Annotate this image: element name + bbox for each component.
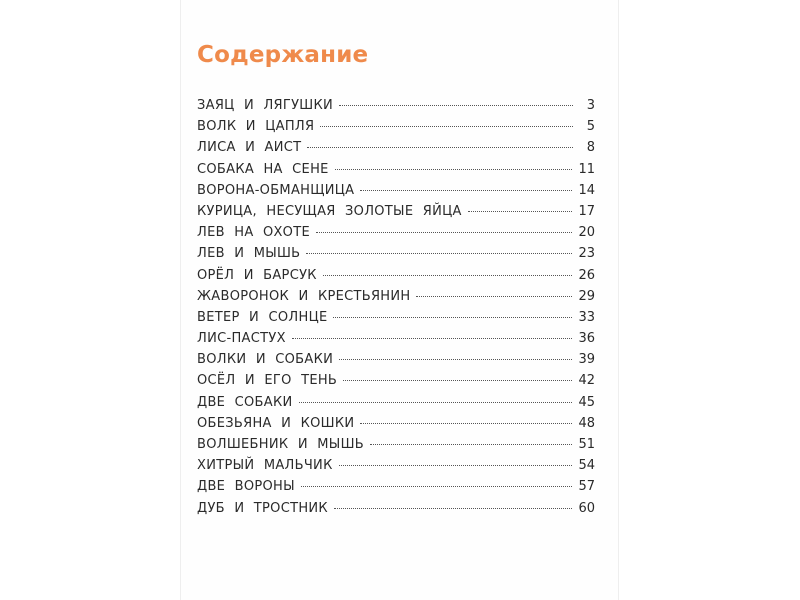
dot-leader [343, 380, 572, 381]
toc-entry [197, 373, 595, 394]
toc-entry-title: ЛИС-ПАСТУХ [197, 331, 286, 347]
book-page [181, 0, 618, 600]
toc-entry-title: ОБЕЗЬЯНА И КОШКИ [197, 415, 355, 431]
dot-leader [360, 423, 572, 424]
toc-entry [197, 246, 595, 267]
dot-leader [306, 253, 572, 254]
toc-entry [197, 140, 595, 161]
dot-leader [334, 508, 573, 509]
toc-entry-title: ОСЁЛ И ЕГО ТЕНЬ [197, 373, 338, 389]
toc-entry-page-number: 51 [578, 437, 595, 452]
dot-leader [370, 444, 572, 445]
dot-leader [360, 190, 572, 191]
dot-leader [468, 211, 573, 212]
toc-entry-page-number: 5 [586, 119, 595, 135]
toc-entry-title: ДВЕ СОБАКИ [197, 394, 293, 410]
toc-entry [197, 119, 595, 140]
toc-entry [197, 416, 595, 437]
toc-entry [197, 501, 595, 522]
toc-entry-page-number: 11 [578, 161, 595, 177]
toc-entry-page-number: 36 [578, 331, 595, 347]
toc-entry-page-number: 29 [578, 288, 595, 304]
dot-leader [335, 169, 573, 170]
toc-entry-page-number: 23 [578, 246, 595, 262]
toc-entry-title: ХИТРЫЙ МАЛЬЧИК [197, 458, 333, 474]
dot-leader [339, 105, 573, 106]
toc-entry-page-number: 3 [586, 98, 595, 113]
toc-entry-title: СОБАКА НА СЕНЕ [197, 161, 329, 177]
toc-entry-title: ВОРОНА-ОБМАНЩИЦА [197, 182, 355, 198]
toc-entry-title: ДУБ И ТРОСТНИК [197, 500, 328, 516]
toc-entry-title: ЛЕВ НА ОХОТЕ [197, 225, 310, 241]
toc-entry-title: КУРИЦА, НЕСУЩАЯ ЗОЛОТЫЕ ЯЙЦА [197, 203, 462, 219]
toc-entry [197, 331, 595, 352]
toc-entry-page-number: 14 [578, 182, 595, 198]
toc-entry-page-number: 57 [578, 479, 595, 495]
toc-entry-title: ВОЛШЕБНИК И МЫШЬ [197, 437, 364, 452]
toc-entry-title: ВЕТЕР И СОЛНЦЕ [197, 309, 328, 325]
toc-entry-page-number: 33 [578, 309, 595, 325]
dot-leader [333, 317, 572, 318]
dot-leader [307, 147, 573, 148]
toc-entry-title: ДВЕ ВОРОНЫ [197, 479, 295, 495]
toc-entry-page-number: 60 [578, 500, 595, 516]
toc-entry [197, 268, 595, 289]
toc-entry-title: ВОЛКИ И СОБАКИ [197, 352, 334, 368]
dot-leader [292, 338, 573, 339]
toc-entry [197, 458, 595, 479]
toc-entry-page-number: 45 [578, 394, 595, 410]
toc-entry-title: ЛЕВ И МЫШЬ [197, 246, 301, 262]
dot-leader [301, 486, 573, 487]
toc-entry [197, 204, 595, 225]
toc-entry-page-number: 20 [578, 225, 595, 241]
page-title: Содержание [197, 42, 369, 68]
dot-leader [339, 465, 573, 466]
toc-entry-title: ЛИСА И АИСТ [197, 140, 302, 156]
toc-entry [197, 162, 595, 183]
dot-leader [316, 232, 572, 233]
toc-entry [197, 395, 595, 416]
dot-leader [299, 402, 573, 403]
toc-entry [197, 437, 595, 458]
toc-entry-title: ОРЁЛ И БАРСУК [197, 267, 317, 283]
toc-entry [197, 289, 595, 310]
toc-entry [197, 479, 595, 500]
dot-leader [339, 359, 572, 360]
toc-entry-page-number: 8 [586, 140, 595, 156]
table-of-contents [197, 98, 595, 522]
toc-entry-page-number: 39 [578, 352, 595, 368]
toc-entry-title: ЗАЯЦ И ЛЯГУШКИ [197, 98, 334, 113]
toc-entry-page-number: 42 [578, 373, 595, 389]
toc-entry-page-number: 17 [578, 203, 595, 219]
toc-entry-title: ВОЛК И ЦАПЛЯ [197, 119, 315, 135]
toc-entry [197, 310, 595, 331]
toc-entry-page-number: 48 [578, 415, 595, 431]
toc-entry [197, 225, 595, 246]
dot-leader [320, 126, 573, 127]
toc-entry [197, 98, 595, 119]
toc-entry-page-number: 54 [578, 458, 595, 474]
dot-leader [416, 296, 572, 297]
toc-entry [197, 183, 595, 204]
toc-entry-title: ЖАВОРОНОК И КРЕСТЬЯНИН [197, 288, 411, 304]
toc-entry [197, 352, 595, 373]
toc-entry-page-number: 26 [578, 267, 595, 283]
dot-leader [323, 275, 573, 276]
